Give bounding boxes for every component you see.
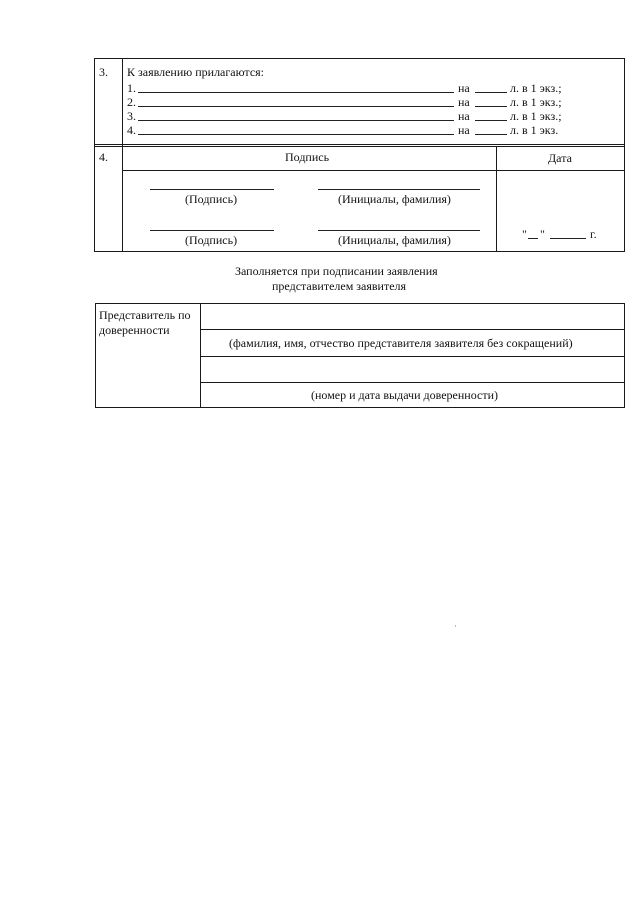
representative-fio-input[interactable] — [202, 305, 623, 328]
attachment-name-line[interactable] — [138, 120, 454, 121]
attachment-copies: л. в 1 экз.; — [510, 81, 562, 95]
date-day-line[interactable] — [528, 238, 538, 239]
name-caption: (Инициалы, фамилия) — [338, 233, 451, 247]
date-year-suffix: г. — [590, 227, 597, 241]
scan-speck — [455, 625, 456, 627]
attachment-number: 3. — [127, 109, 136, 123]
name-line[interactable] — [318, 230, 480, 231]
signature-caption: (Подпись) — [185, 192, 238, 206]
date-quote-open: " — [522, 227, 527, 241]
attachment-pages-prefix: на — [458, 109, 470, 123]
section-3-number: 3. — [99, 65, 108, 79]
attachment-pages-line[interactable] — [475, 92, 507, 93]
representative-label: Представитель по доверенности — [99, 308, 191, 337]
attachment-pages-line[interactable] — [475, 106, 507, 107]
power-of-attorney-caption: (номер и дата выдачи доверенности) — [311, 388, 498, 402]
attachment-pages-prefix: на — [458, 81, 470, 95]
signature-line[interactable] — [150, 230, 274, 231]
date-header: Дата — [548, 151, 572, 165]
attachment-pages-prefix: на — [458, 95, 470, 109]
attachment-number: 2. — [127, 95, 136, 109]
attachment-name-line[interactable] — [138, 92, 454, 93]
note-line-2: представителем заявителя — [272, 279, 407, 293]
date-month-line[interactable] — [550, 238, 586, 239]
attachment-name-line[interactable] — [138, 106, 454, 107]
attachment-number: 1. — [127, 81, 136, 95]
attachment-copies: л. в 1 экз. — [510, 123, 559, 137]
note-line-1: Заполняется при подписании заявления — [235, 264, 438, 278]
name-line[interactable] — [318, 189, 480, 190]
signature-header: Подпись — [285, 150, 330, 164]
attachment-pages-line[interactable] — [475, 120, 507, 121]
fio-caption: (фамилия, имя, отчество представителя заявителя без сокращений) — [229, 336, 573, 350]
section-4-number: 4. — [99, 150, 108, 164]
attachment-pages-prefix: на — [458, 123, 470, 137]
signature-line[interactable] — [150, 189, 274, 190]
attachment-pages-line[interactable] — [475, 134, 507, 135]
attachment-copies: л. в 1 экз.; — [510, 109, 562, 123]
attachment-number: 4. — [127, 123, 136, 137]
date-quote-close: " — [540, 227, 545, 241]
signature-caption: (Подпись) — [185, 233, 238, 247]
name-caption: (Инициалы, фамилия) — [338, 192, 451, 206]
power-of-attorney-input[interactable] — [202, 358, 623, 381]
attachment-name-line[interactable] — [138, 134, 454, 135]
attachments-heading: К заявлению прилагаются: — [127, 65, 265, 79]
attachment-copies: л. в 1 экз.; — [510, 95, 562, 109]
